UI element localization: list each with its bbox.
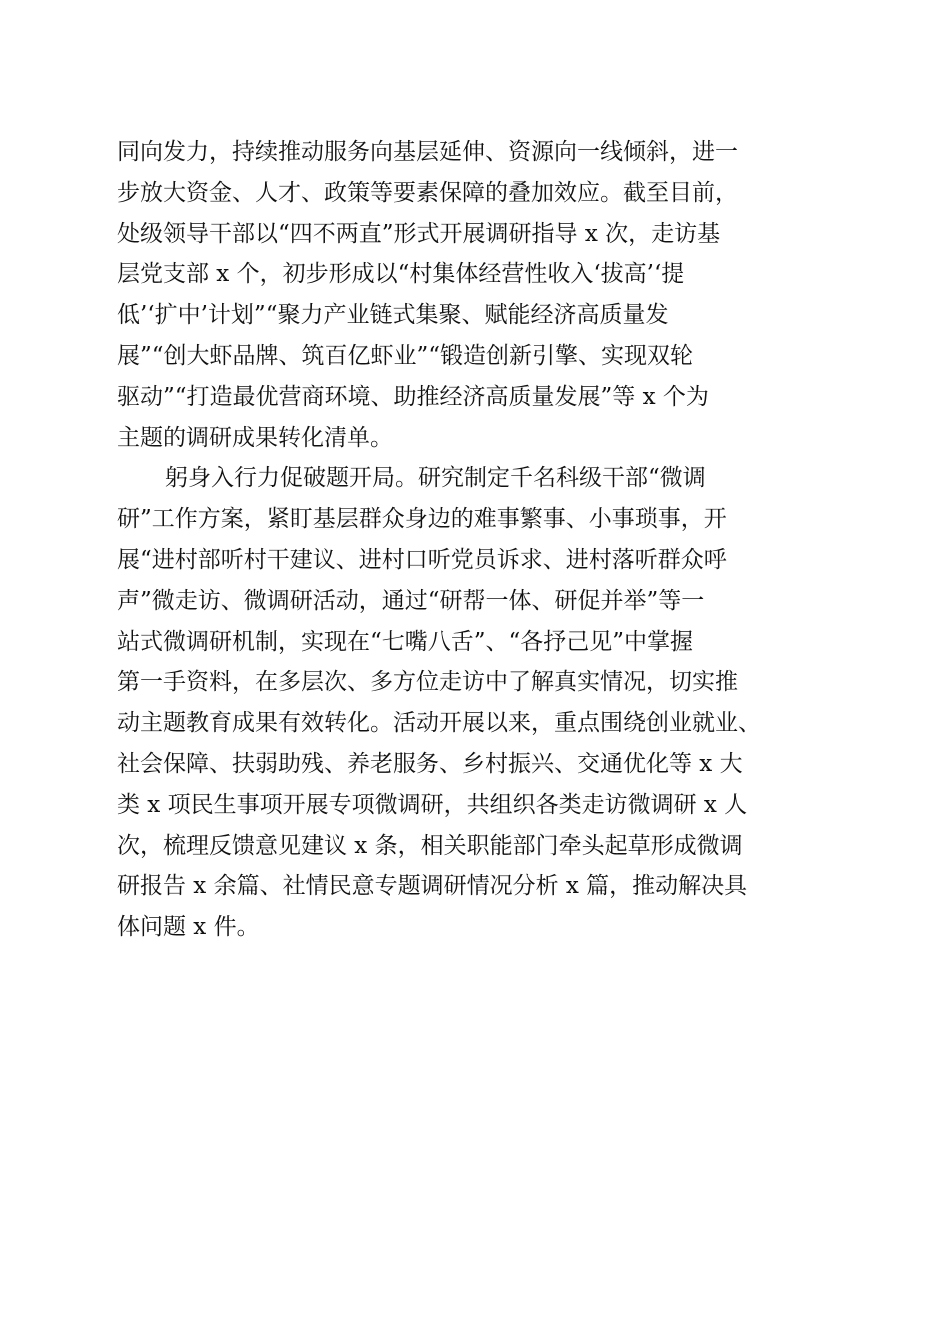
text-line: 展“进村部听村干建议、进村口听党员诉求、进村落听群众呼 (117, 546, 727, 573)
text-line: 主题的调研成果转化清单。 (117, 424, 393, 451)
text-line: 研”工作方案，紧盯基层群众身边的难事繁事、小事琐事，开 (117, 506, 727, 533)
text-line: 次，梳理反馈意见建议 x 条，相关职能部门牵头起草形成微调 (117, 832, 743, 859)
text-line: 步放大资金、人才、政策等要素保障的叠加效应。截至目前， (117, 179, 738, 206)
document-body (117, 132, 837, 948)
text-line: 同向发力，持续推动服务向基层延伸、资源向一线倾斜，进一 (117, 139, 738, 165)
text-line: 站式微调研机制，实现在“七嘴八舌”、“各抒己见”中掌握 (117, 628, 694, 655)
text-line: 躬身入行力促破题开局。研究制定千名科级干部“微调 (165, 465, 706, 492)
text-line: 社会保障、扶弱助残、养老服务、乡村振兴、交通优化等 x 大 (117, 750, 743, 777)
text-line: 处级领导干部以“四不两直”形式开展调研指导 x 次，走访基 (117, 220, 721, 247)
text-line: 第一手资料，在多层次、多方位走访中了解真实情况，切实推 (117, 669, 738, 696)
text-line: 展”“创大虾品牌、筑百亿虾业”“锻造创新引擎、实现双轮 (117, 342, 694, 369)
paragraph-2 (117, 458, 837, 948)
text-line: 层党支部 x 个，初步形成以“村集体经营性收入‘拔高’‘提 (117, 261, 685, 288)
paragraph-1 (117, 132, 837, 458)
text-line: 低’‘扩中’计划”“聚力产业链式集聚、赋能经济高质量发 (117, 302, 669, 329)
text-line: 驱动”“打造最优营商环境、助推经济高质量发展”等 x 个为 (117, 383, 709, 410)
text-line: 类 x 项民生事项开展专项微调研，共组织各类走访微调研 x 人 (117, 791, 748, 818)
text-line: 研报告 x 余篇、社情民意专题调研情况分析 x 篇，推动解决具 (117, 873, 748, 900)
text-line: 动主题教育成果有效转化。活动开展以来，重点围绕创业就业、 (117, 710, 761, 737)
text-line: 声”微走访、微调研活动，通过“研帮一体、研促并举”等一 (117, 587, 705, 614)
text-line: 体问题 x 件。 (117, 914, 260, 941)
